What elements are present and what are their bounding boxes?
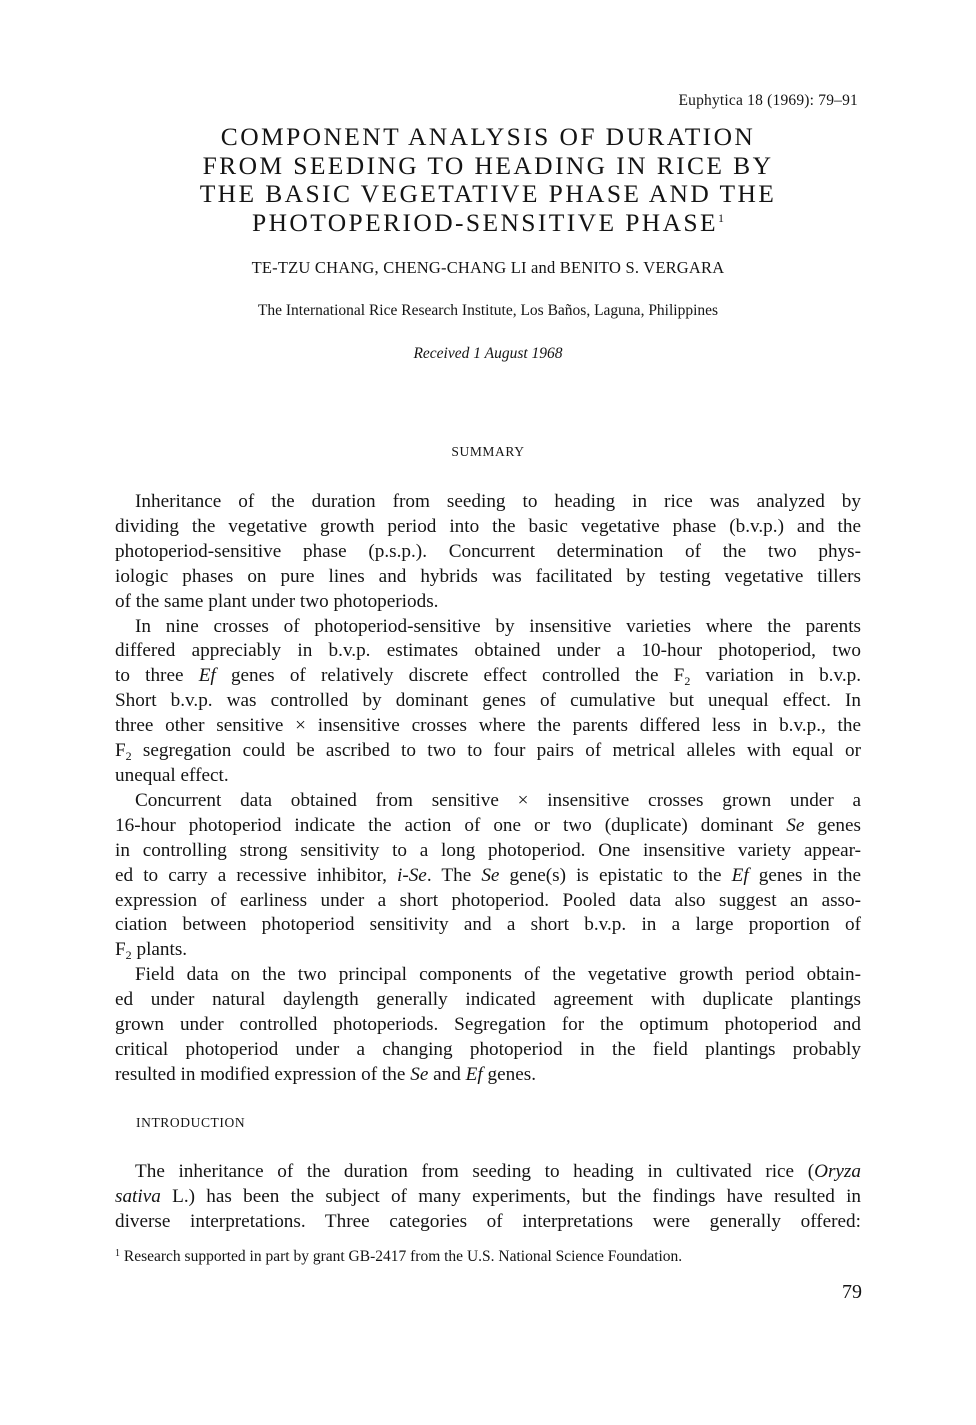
footnote-mark: 1 — [115, 1248, 120, 1259]
received-date: Received 1 August 1968 — [413, 345, 563, 362]
page-number: 79 — [842, 1281, 862, 1303]
article-title — [130, 123, 846, 237]
title-line: COMPONENT ANALYSIS OF DURATION — [220, 122, 756, 151]
summary-paragraph-3: Concurrent data obtained from sensitive × insensitive crosses grown under a 16-hour photoperiod indicate the action of one or two (duplicate) dominant Se genes in controlling strong sensitivity to a long photoperiod. One insensitive variety appear- ed to carry a recessive inhibitor, i-Se. The Se gene(s) is epistatic to the Ef genes in the expression of earliness under a short photoperiod. Pooled data also suggest an asso- ciation between photoperiod sensitivity and a short b.v.p. in a large proportion of $F_2$ plants. — [115, 789, 862, 963]
footnote-text: Research supported in part by grant GB-2417 from the U.S. National Science Foundation. — [120, 1248, 683, 1265]
summary-heading: SUMMARY — [451, 444, 525, 459]
summary-paragraph-1: Inheritance of the duration from seeding to heading in rice was analyzed by dividing the vegetative growth period into the basic vegetative phase (b.v.p.) and the photoperiod-sensitive phase (p.s.p.). Concurrent determination of the two phys- iologic phases on pure lines and hybrids was facilitated by testing vegetative tillers of the same plant under two photoperiods. — [115, 491, 861, 612]
introduction-paragraph: The inheritance of the duration from seeding to heading in cultivated rice (Oryza sativa L.) has been the subject of many experiments, but the findings have resulted in diverse interpretations. Three categories of interpretations were generally offered: — [115, 1161, 861, 1232]
summary-paragraph-2: In nine crosses of photoperiod-sensitive by insensitive varieties where the parents differed appreciably in b.v.p. estimates obtained under a 10-hour photoperiod, two to three Ef genes of relatively discrete effect controlled the $F_2$ variation in b.v.p. Short b.v.p. was controlled by dominant genes of cumulative but unequal effect. In three other sensitive × insensitive crosses where the parents differed less in b.v.p., the $F_2$ segregation could be ascribed to two to four pairs of metrical alleles with equal or unequal effect. — [115, 615, 862, 786]
affiliation: The International Rice Research Institute, Los Baños, Laguna, Philippines — [257, 302, 719, 319]
title-line: THE BASIC VEGETATIVE PHASE AND THE — [199, 179, 777, 208]
title-footnote-mark: 1 — [717, 210, 724, 225]
footnote — [115, 1248, 861, 1266]
title-line: PHOTOPERIOD-SENSITIVE PHASE$^1$ — [252, 207, 724, 237]
authors: TE-TZU CHANG, CHENG-CHANG LI and BENITO S. VERGARA — [251, 258, 725, 277]
summary-paragraph-4: Field data on the two principal components of the vegetative growth period obtain- ed under natural daylength generally indicated agreement with duplicate plantings grown under controlled photoperiods. Segregation for the optimum photoperiod and critical photoperiod under a changing photoperiod in the field plantings probably resulted in modified expression of the Se and Ef genes. — [115, 964, 861, 1085]
journal-reference: Euphytica 18 (1969): 79–91 — [678, 92, 858, 109]
summary-body — [115, 490, 861, 1088]
introduction-heading: INTRODUCTION — [136, 1115, 246, 1130]
title-line: FROM SEEDING TO HEADING IN RICE BY — [202, 150, 774, 180]
introduction-body — [115, 1160, 861, 1235]
